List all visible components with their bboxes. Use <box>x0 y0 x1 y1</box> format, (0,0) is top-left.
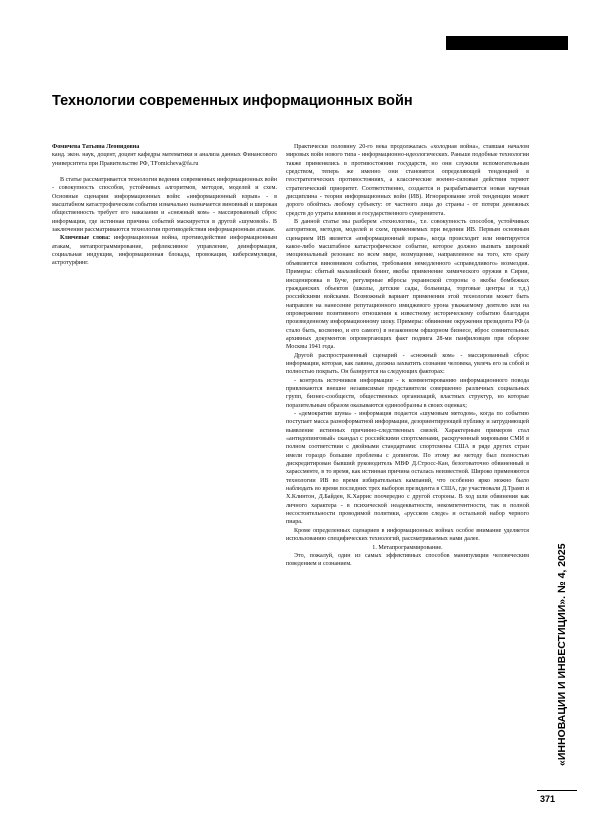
header-black-bar <box>446 36 568 50</box>
keywords <box>52 234 277 267</box>
body-paragraph-1: Практически половину 20-го века продолжалась «холодная война», ставшая началом мировых войн нового типа - информационно-идеологических. Раньше подобные технологии также применялись в противостоянии государств, но они служили вспомогательным средством, теперь же именно они становятся определяющей тенденцией в геостратегических противостояниях, а классические военно-силовые действия теряют стратегический приоритет. Соответственно, создается и разрабатывается новая научная дисциплина - теория информационных войн (ИВ). Игнорирование этой тенденции может дорого обойтись любому субъекту: от частного лица до страны - от потери денежных средств до утраты влияния и государственного суверенитета. <box>286 144 529 217</box>
left-column <box>52 143 277 268</box>
keywords-label: Ключевые слова: <box>60 235 111 242</box>
article-title: Технологии современных информационных войн <box>52 93 413 109</box>
body-paragraph-5: - «демократия шума» - информация подается «шумовым методом», когда по событию поступает масса разноформатной информации, дезориентирующей публику и затрудняющей выявление истинных причинно-следственных связей. Характерным примером стал «антидопинговый» скандал с российскими спортсменами, раскрученный мировыми СМИ в полном соответствии с двойными стандартами: спортсмены США в ряде других стран имели гораздо большие проблемы с допингом. По этому же методу был полностью дискредитирован бывший руководитель МВФ Д.Стросс-Кан, безоговаточно обвиненный в харассменте, в то время, как истинная причина осталась неизвестной. Широко применяются технологии ИВ во время избирательных кампаний, что особенно ярко можно было наблюдать во время последних трех выборов президента в США, где участвовали Д.Трамп и Х.Клинтон, Д.Байден, К.Харрис поочередно с другой стороны. В ход шли обвинения как личного характера - в психической неадекватности, некомпетентности, так в полной несостоятельности проводимой политики, «русском следе» и остальной набор черного пиара. <box>286 411 529 526</box>
section-heading: 1. Метапрограммирование. <box>372 544 443 551</box>
right-column <box>286 143 529 569</box>
body-paragraph-2: В данной статье мы разберем «технологии», т.е. совокупность способов, устойчивых алгоритмов, методов, моделей и схем, применяемых при ведении ИВ. Первым основным сценарием ИВ является «информационный взрыв», когда происходит или имитируется какое-либо масштабное катастрофическое событие, которое должно вызвать широкий эмоциональный резонанс во всем мире, возмущение, направленное на того, кто сразу объявляется виновником события, требования немедленного «справедливого» возмездия. Примеры: сбитый малазийский боинг, якобы применение химического оружия в Сирии, инсценировка в Буче, регулярные вбросы украинской стороны о якобы бомбежках гражданских объектов (школы, детские сады, больницы, торговые центры и т.д.) российскими войсками. Возможный вариант применения этой технологии может быть направлен на нанесение репутационного имиджевого урона уважаемому деятелю или на опровержение позитивного отношения к известному историческому событию благодаря произведенному информационному шоку. Примеры: обвинение окружения президента РФ (а стало быть, косвенно, и его самого) в незаконном офшорном бизнесе, вброс сомнительных архивных документов опровергающих факт подвига 28-ми панфиловцев при обороне Москвы 1941 года. <box>286 219 529 351</box>
author-name: Фомичева Татьяна Леонидовна <box>52 144 140 150</box>
body-paragraph-4: - контроль источников информации - к комментированию информационного повода привлекаются внешне независимые представители совершенно различных социальных групп, бизнес-сообществ, общественных организаций, властных структур, но которые поразительным образом оказываются единообразны в своих оценках; <box>286 377 529 409</box>
abstract: В статье рассматривается технология ведения современных информационных войн - совокупность способов, устойчивых алгоритмов, методов, моделей и схем. Основные сценарии информационных войн: «информационный взрыв» - в масштабном катастрофическом событии изначально назначается виновный и широкая общественность требует его наказания и «снежный ком» - массированный сброс информации, где истинная причина событий маскируется в другой «шумовой». В заключении рассматриваются технологии противодействия информационным атакам. <box>52 177 277 234</box>
body-paragraph-6: Кроме определенных сценариев в информационных войнах особое внимание уделяется использованию специфических технологий, рассматриваемых нами далее. <box>286 527 529 543</box>
body-paragraph-3: Другой распространенный сценарий - «снежный ком» - массированный сброс информации, которая, как лавина, должна захватить сознание человека, увлечь его за собой и полностью покрыть. Он базируется на следующих факторах: <box>286 352 529 376</box>
keywords-text: информационная война, противодействие информационным атакам, метапрограммирование, рефлексивное управление, деинформация, социальная индукция, информационная блокада, провокация, киберсимуляция, астротурфинг. <box>52 235 277 267</box>
journal-sidebar: «ИННОВАЦИИ И ИНВЕСТИЦИИ». № 4, 2025 <box>556 543 568 766</box>
author-affiliation: канд. экон. наук, доцент, доцент кафедры математики и анализа данных Финансового университета при Правительстве РФ, TFomicheva@fa.ru <box>52 152 277 167</box>
page-number: 371 <box>540 794 556 804</box>
body-paragraph-8: Это, пожалуй, один из самых эффективных способов манипуляции человеческим поведением и сознанием. <box>286 552 529 568</box>
footer-rule <box>537 790 577 791</box>
